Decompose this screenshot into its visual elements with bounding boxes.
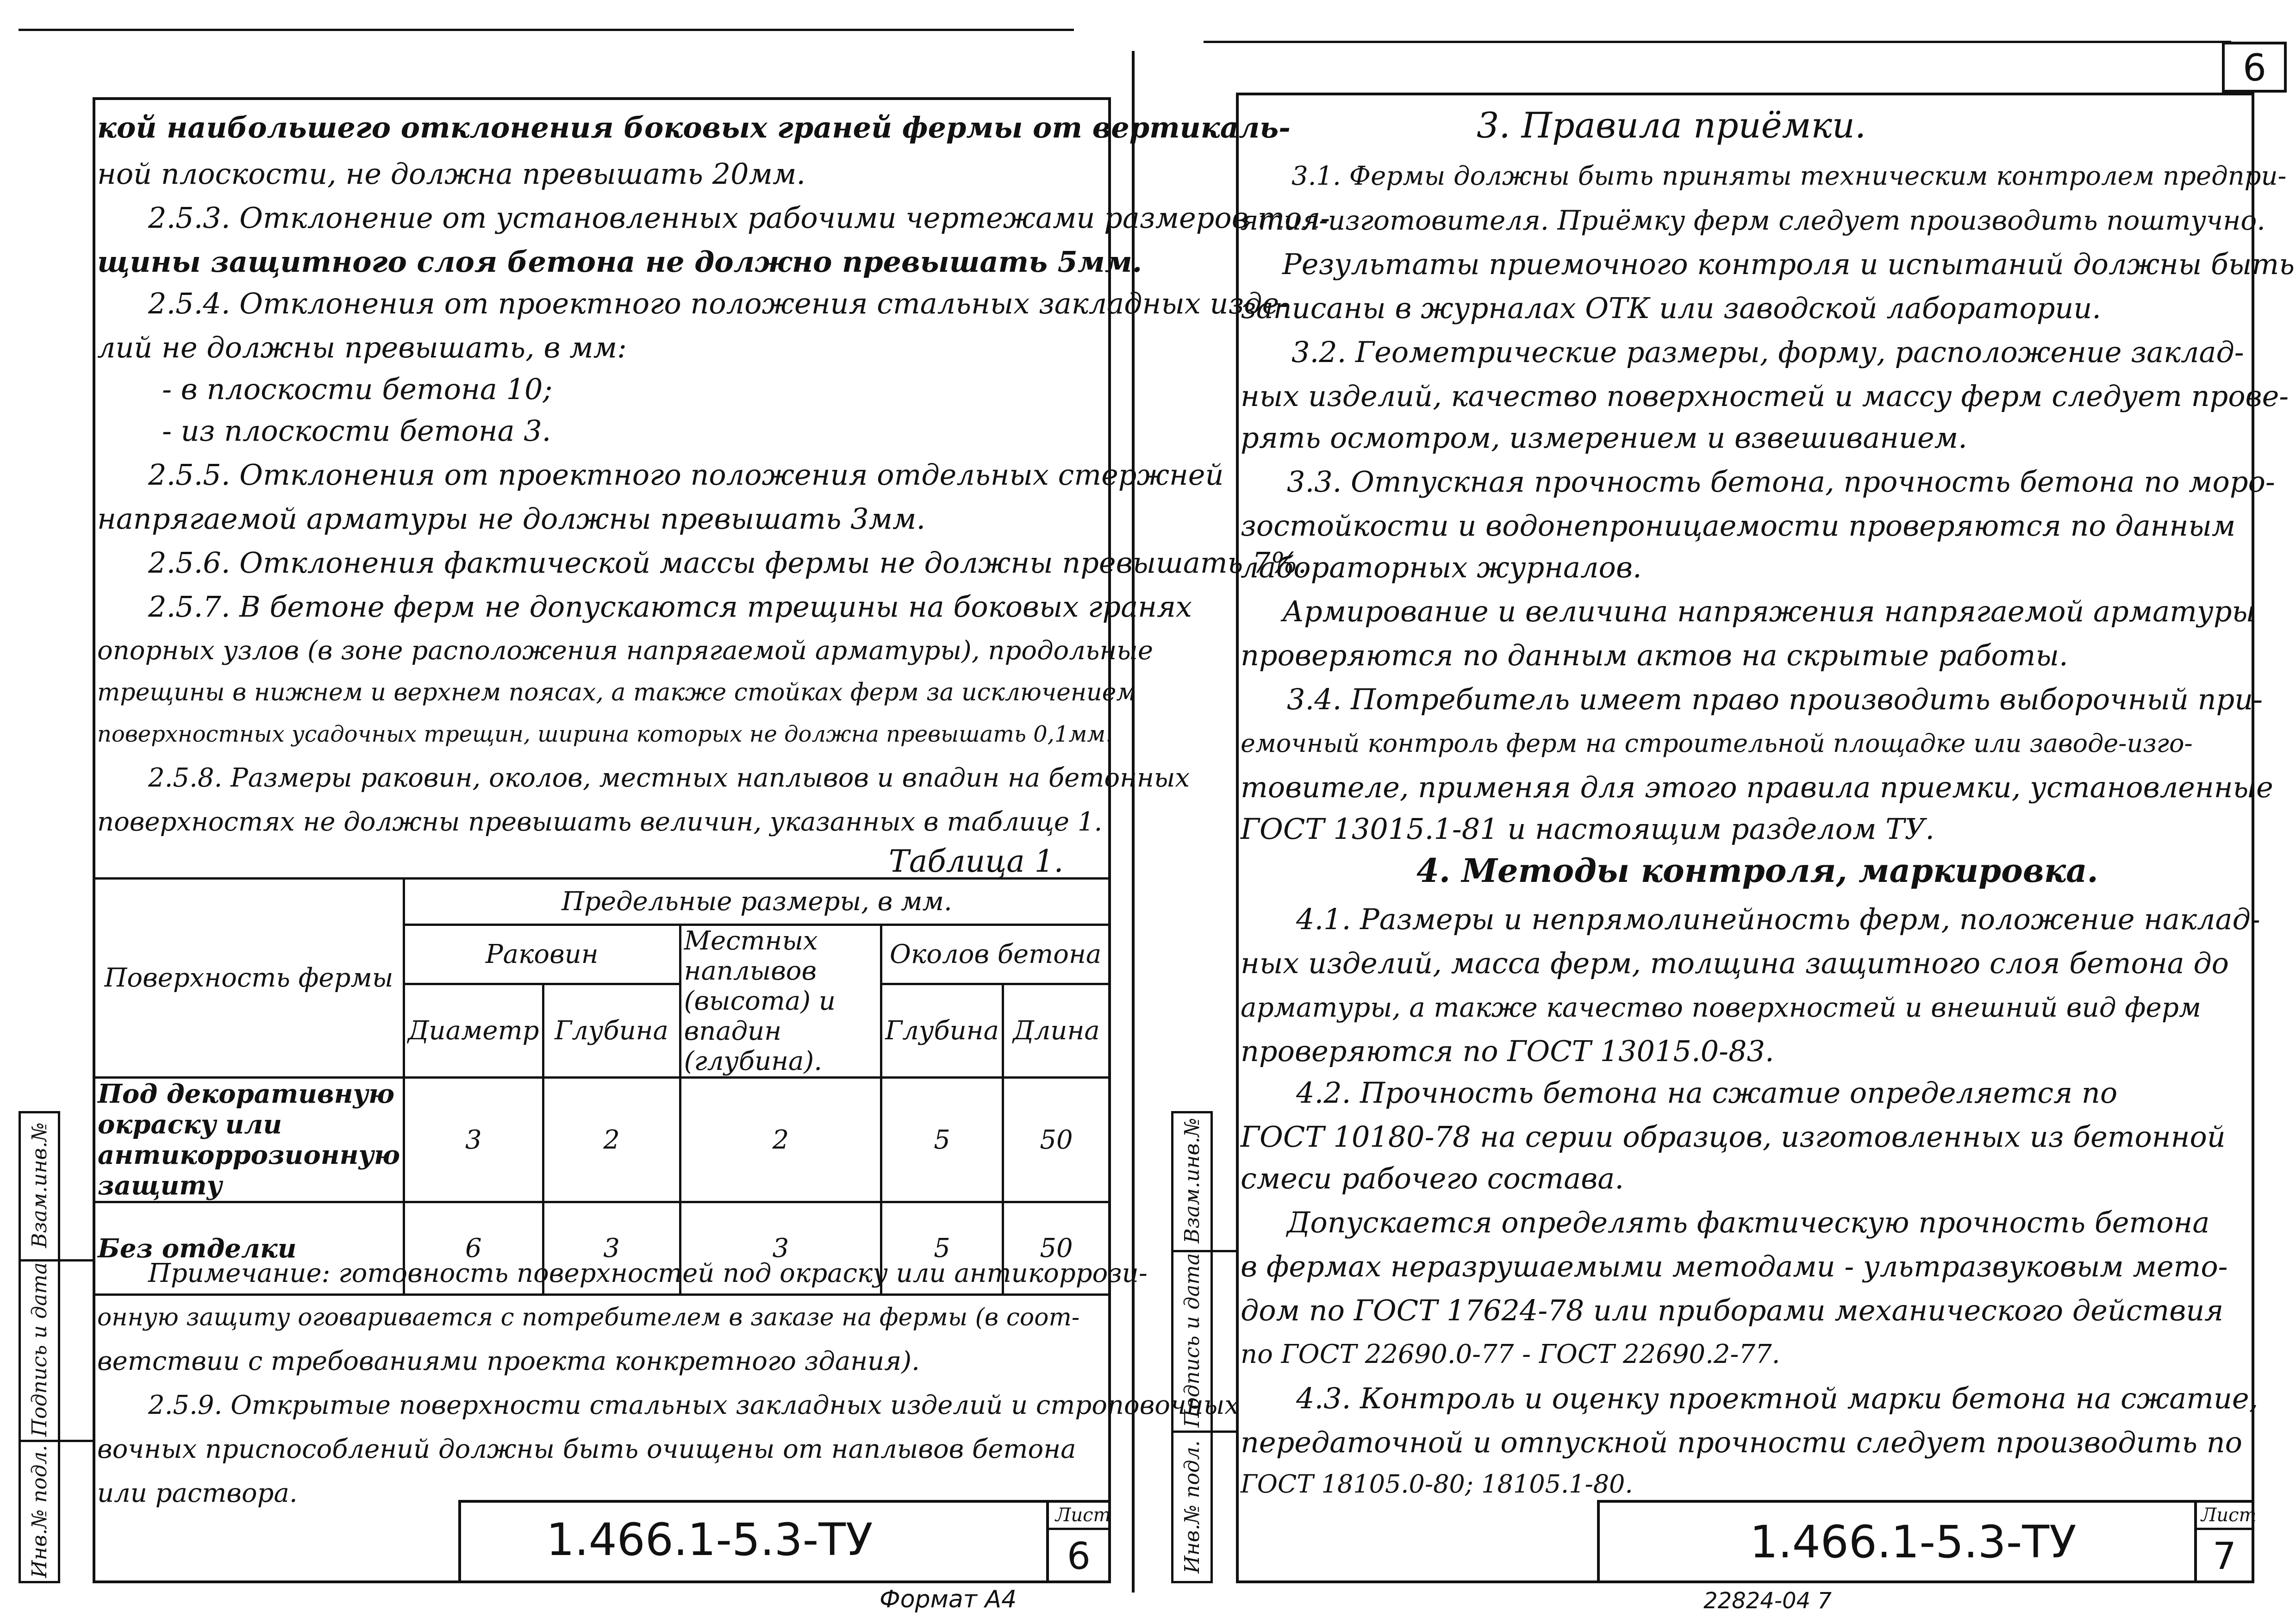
header-influx: Местных наплывов (высота) и впадин (глубина). xyxy=(680,925,881,1078)
left-line-12: 2.5.7. В бетоне ферм не допускаются трещины на боковых гранях xyxy=(148,590,1192,624)
defects-table xyxy=(93,877,1111,1296)
left-side-label-1: Взам.инв.№ xyxy=(28,1122,51,1248)
left-line-10: напрягаемой арматуры не должны превышать 3мм. xyxy=(97,502,926,536)
top-rule-left xyxy=(19,29,1074,31)
right-side-label-1: Взам.инв.№ xyxy=(1180,1118,1204,1243)
header-cavities: Раковин xyxy=(404,925,680,984)
header-limits: Предельные размеры, в мм. xyxy=(404,879,1110,925)
right-line-26: дом по ГОСТ 17624-78 или приборами механического действия xyxy=(1241,1293,2224,1327)
left-line-5: 2.5.4. Отклонения от проектного положения стальных закладных изде- xyxy=(148,287,1289,320)
sub-diameter: Диаметр xyxy=(404,984,543,1077)
row2-depth: 3 xyxy=(543,1202,680,1295)
right-stamp-hline xyxy=(2194,1528,2254,1530)
right-line-18: ных изделий, масса ферм, толщина защитного слоя бетона до xyxy=(1241,946,2229,980)
right-line-17: 4.1. Размеры и непрямолинейность ферм, положение наклад- xyxy=(1296,902,2260,936)
format-label: Формат А4 xyxy=(880,1586,1017,1613)
right-line-5: 3.2. Геометрические размеры, форму, расположение заклад- xyxy=(1292,335,2244,369)
note-line-3: ветствии с требованиями проекта конкретного здания). xyxy=(97,1346,920,1376)
right-line-14: емочный контроль ферм на строительной площадке или заводе-изго- xyxy=(1241,729,2193,758)
right-bottom-code: 22824-04 7 xyxy=(1703,1588,1832,1614)
left-line-1: кой наибольшего отклонения боковых граней фермы от вертикаль- xyxy=(97,111,1291,144)
left-line-13: опорных узлов (в зоне расположения напрягаемой арматуры), продольные xyxy=(97,636,1153,666)
row1-depth: 2 xyxy=(543,1078,680,1202)
left-line-6: лий не должны превышать, в мм: xyxy=(97,331,627,364)
right-line-20: проверяются по ГОСТ 13015.0-83. xyxy=(1241,1034,1774,1068)
sub-depth2: Глубина xyxy=(881,984,1003,1077)
right-line-13: 3.4. Потребитель имеет право производить выборочный при- xyxy=(1287,682,2263,716)
sub-depth: Глубина xyxy=(543,984,680,1077)
left-line-11: 2.5.6. Отклонения фактической массы фермы не должны превышать 7%. xyxy=(148,546,1307,580)
row1-surface: Под декоративную окраску или антикоррозионную защиту xyxy=(94,1078,404,1202)
row1-diameter: 3 xyxy=(404,1078,543,1202)
right-line-4: записаны в журналах ОТК или заводской лаборатории. xyxy=(1241,291,2101,325)
after-line-3: или раствора. xyxy=(97,1478,298,1508)
right-line-23: смеси рабочего состава. xyxy=(1241,1162,1624,1195)
left-line-14: трещины в нижнем и верхнем поясах, а также стойках ферм за исключением xyxy=(97,679,1136,706)
right-sheet-label: Лист xyxy=(2201,1505,2257,1526)
right-line-16: ГОСТ 13015.1-81 и настоящим разделом ТУ. xyxy=(1241,812,1934,846)
note-line-1: Примечание: готовность поверхностей под окраску или антикоррози- xyxy=(148,1258,1148,1288)
right-stamp-divider xyxy=(2194,1500,2197,1583)
left-line-8: - из плоскости бетона 3. xyxy=(162,414,551,448)
right-line-7: рять осмотром, измерением и взвешиванием. xyxy=(1241,421,1967,455)
right-doc-code: 1.466.1-5.3-ТУ xyxy=(1750,1516,2077,1568)
right-line-1: 3.1. Фермы должны быть приняты техническим контролем предпри- xyxy=(1292,161,2287,191)
row2-chip-depth: 5 xyxy=(881,1202,1003,1295)
row1-influx: 2 xyxy=(680,1078,881,1202)
row2-chip-length: 50 xyxy=(1003,1202,1110,1295)
right-line-25: в фермах неразрушаемыми методами - ультразвуковым мето- xyxy=(1241,1249,2228,1283)
right-line-22: ГОСТ 10180-78 на серии образцов, изготовленных из бетонной xyxy=(1241,1120,2226,1154)
section4-title: 4. Методы контроля, маркировка. xyxy=(1416,851,2098,890)
left-sheet-label: Лист xyxy=(1055,1505,1111,1526)
right-line-3: Результаты приемочного контроля и испытаний должны быть xyxy=(1282,247,2295,281)
left-line-4: щины защитного слоя бетона не должно превышать 5мм. xyxy=(97,245,1142,279)
left-stamp-hline xyxy=(1046,1528,1111,1530)
right-line-8: 3.3. Отпускная прочность бетона, прочность бетона по моро- xyxy=(1287,465,2275,499)
right-side-label-2: Подпись и дата xyxy=(1180,1253,1204,1428)
right-side-label-3: Инв.№ подл. xyxy=(1180,1440,1204,1574)
table-row xyxy=(94,1078,1110,1202)
row2-diameter: 6 xyxy=(404,1202,543,1295)
right-line-2: ятия-изготовителя. Приёмку ферм следует производить поштучно. xyxy=(1241,205,2265,236)
right-line-21: 4.2. Прочность бетона на сжатие определяется по xyxy=(1296,1076,2118,1110)
header-surface: Поверхность фермы xyxy=(94,879,404,1078)
left-side-label-2: Подпись и дата xyxy=(28,1262,51,1437)
right-line-15: товителе, применяя для этого правила приемки, установленные xyxy=(1241,770,2273,804)
row1-chip-length: 50 xyxy=(1003,1078,1110,1202)
left-line-16: 2.5.8. Размеры раковин, околов, местных наплывов и впадин на бетонных xyxy=(148,763,1190,793)
right-sheet-number: 7 xyxy=(2213,1535,2236,1578)
right-line-9: зостойкости и водонепроницаемости проверяются по данным xyxy=(1241,509,2236,543)
left-stamp-divider xyxy=(1046,1500,1049,1583)
right-line-28: 4.3. Контроль и оценку проектной марки бетона на сжатие, xyxy=(1296,1381,2259,1415)
table-caption: Таблица 1. xyxy=(889,843,1064,879)
row1-chip-depth: 5 xyxy=(881,1078,1003,1202)
right-line-6: ных изделий, качество поверхностей и массу ферм следует прове- xyxy=(1241,379,2289,413)
left-line-9: 2.5.5. Отклонения от проектного положения отдельных стержней xyxy=(148,458,1224,492)
left-doc-code: 1.466.1-5.3-ТУ xyxy=(546,1514,873,1566)
right-line-29: передаточной и отпускной прочности следует производить по xyxy=(1241,1425,2242,1459)
left-line-2: ной плоскости, не должна превышать 20мм. xyxy=(97,157,806,191)
after-line-2: вочных приспособлений должны быть очищены от наплывов бетона xyxy=(97,1434,1076,1464)
sub-length: Длина xyxy=(1003,984,1110,1077)
right-page-corner: 6 xyxy=(2243,46,2266,89)
row2-influx: 3 xyxy=(680,1202,881,1295)
left-line-17: поверхностях не должны превышать величин, указанных в таблице 1. xyxy=(97,807,1103,837)
right-line-19: арматуры, а также качество поверхностей и внешний вид ферм xyxy=(1241,992,2201,1023)
center-fold-line xyxy=(1132,51,1135,1593)
section3-title: 3. Правила приёмки. xyxy=(1477,105,1866,146)
right-line-12: проверяются по данным актов на скрытые работы. xyxy=(1241,638,2068,672)
right-line-11: Армирование и величина напряжения напрягаемой арматуры xyxy=(1282,594,2256,628)
left-sheet-number: 6 xyxy=(1067,1535,1091,1578)
right-line-10: лабораторных журналов. xyxy=(1241,550,1642,584)
after-line-1: 2.5.9. Открытые поверхности стальных закладных изделий и строповочных xyxy=(148,1390,1239,1420)
right-line-30: ГОСТ 18105.0-80; 18105.1-80. xyxy=(1241,1469,1633,1499)
right-line-27: по ГОСТ 22690.0-77 - ГОСТ 22690.2-77. xyxy=(1241,1339,1780,1369)
note-line-2: онную защиту оговаривается с потребителем в заказе на фермы (в соот- xyxy=(97,1304,1080,1331)
right-line-24: Допускается определять фактическую прочность бетона xyxy=(1287,1206,2210,1239)
left-line-7: - в плоскости бетона 10; xyxy=(162,372,553,406)
header-chips: Околов бетона xyxy=(881,925,1110,984)
row2-surface: Без отделки xyxy=(94,1202,404,1295)
left-side-label-3: Инв.№ подл. xyxy=(28,1445,51,1578)
left-line-15: поверхностных усадочных трещин, ширина которых не должна превышать 0,1мм. xyxy=(97,721,1113,747)
top-rule-right xyxy=(1204,41,2231,43)
left-line-3: 2.5.3. Отклонение от установленных рабочими чертежами размеров тол- xyxy=(148,201,1330,235)
